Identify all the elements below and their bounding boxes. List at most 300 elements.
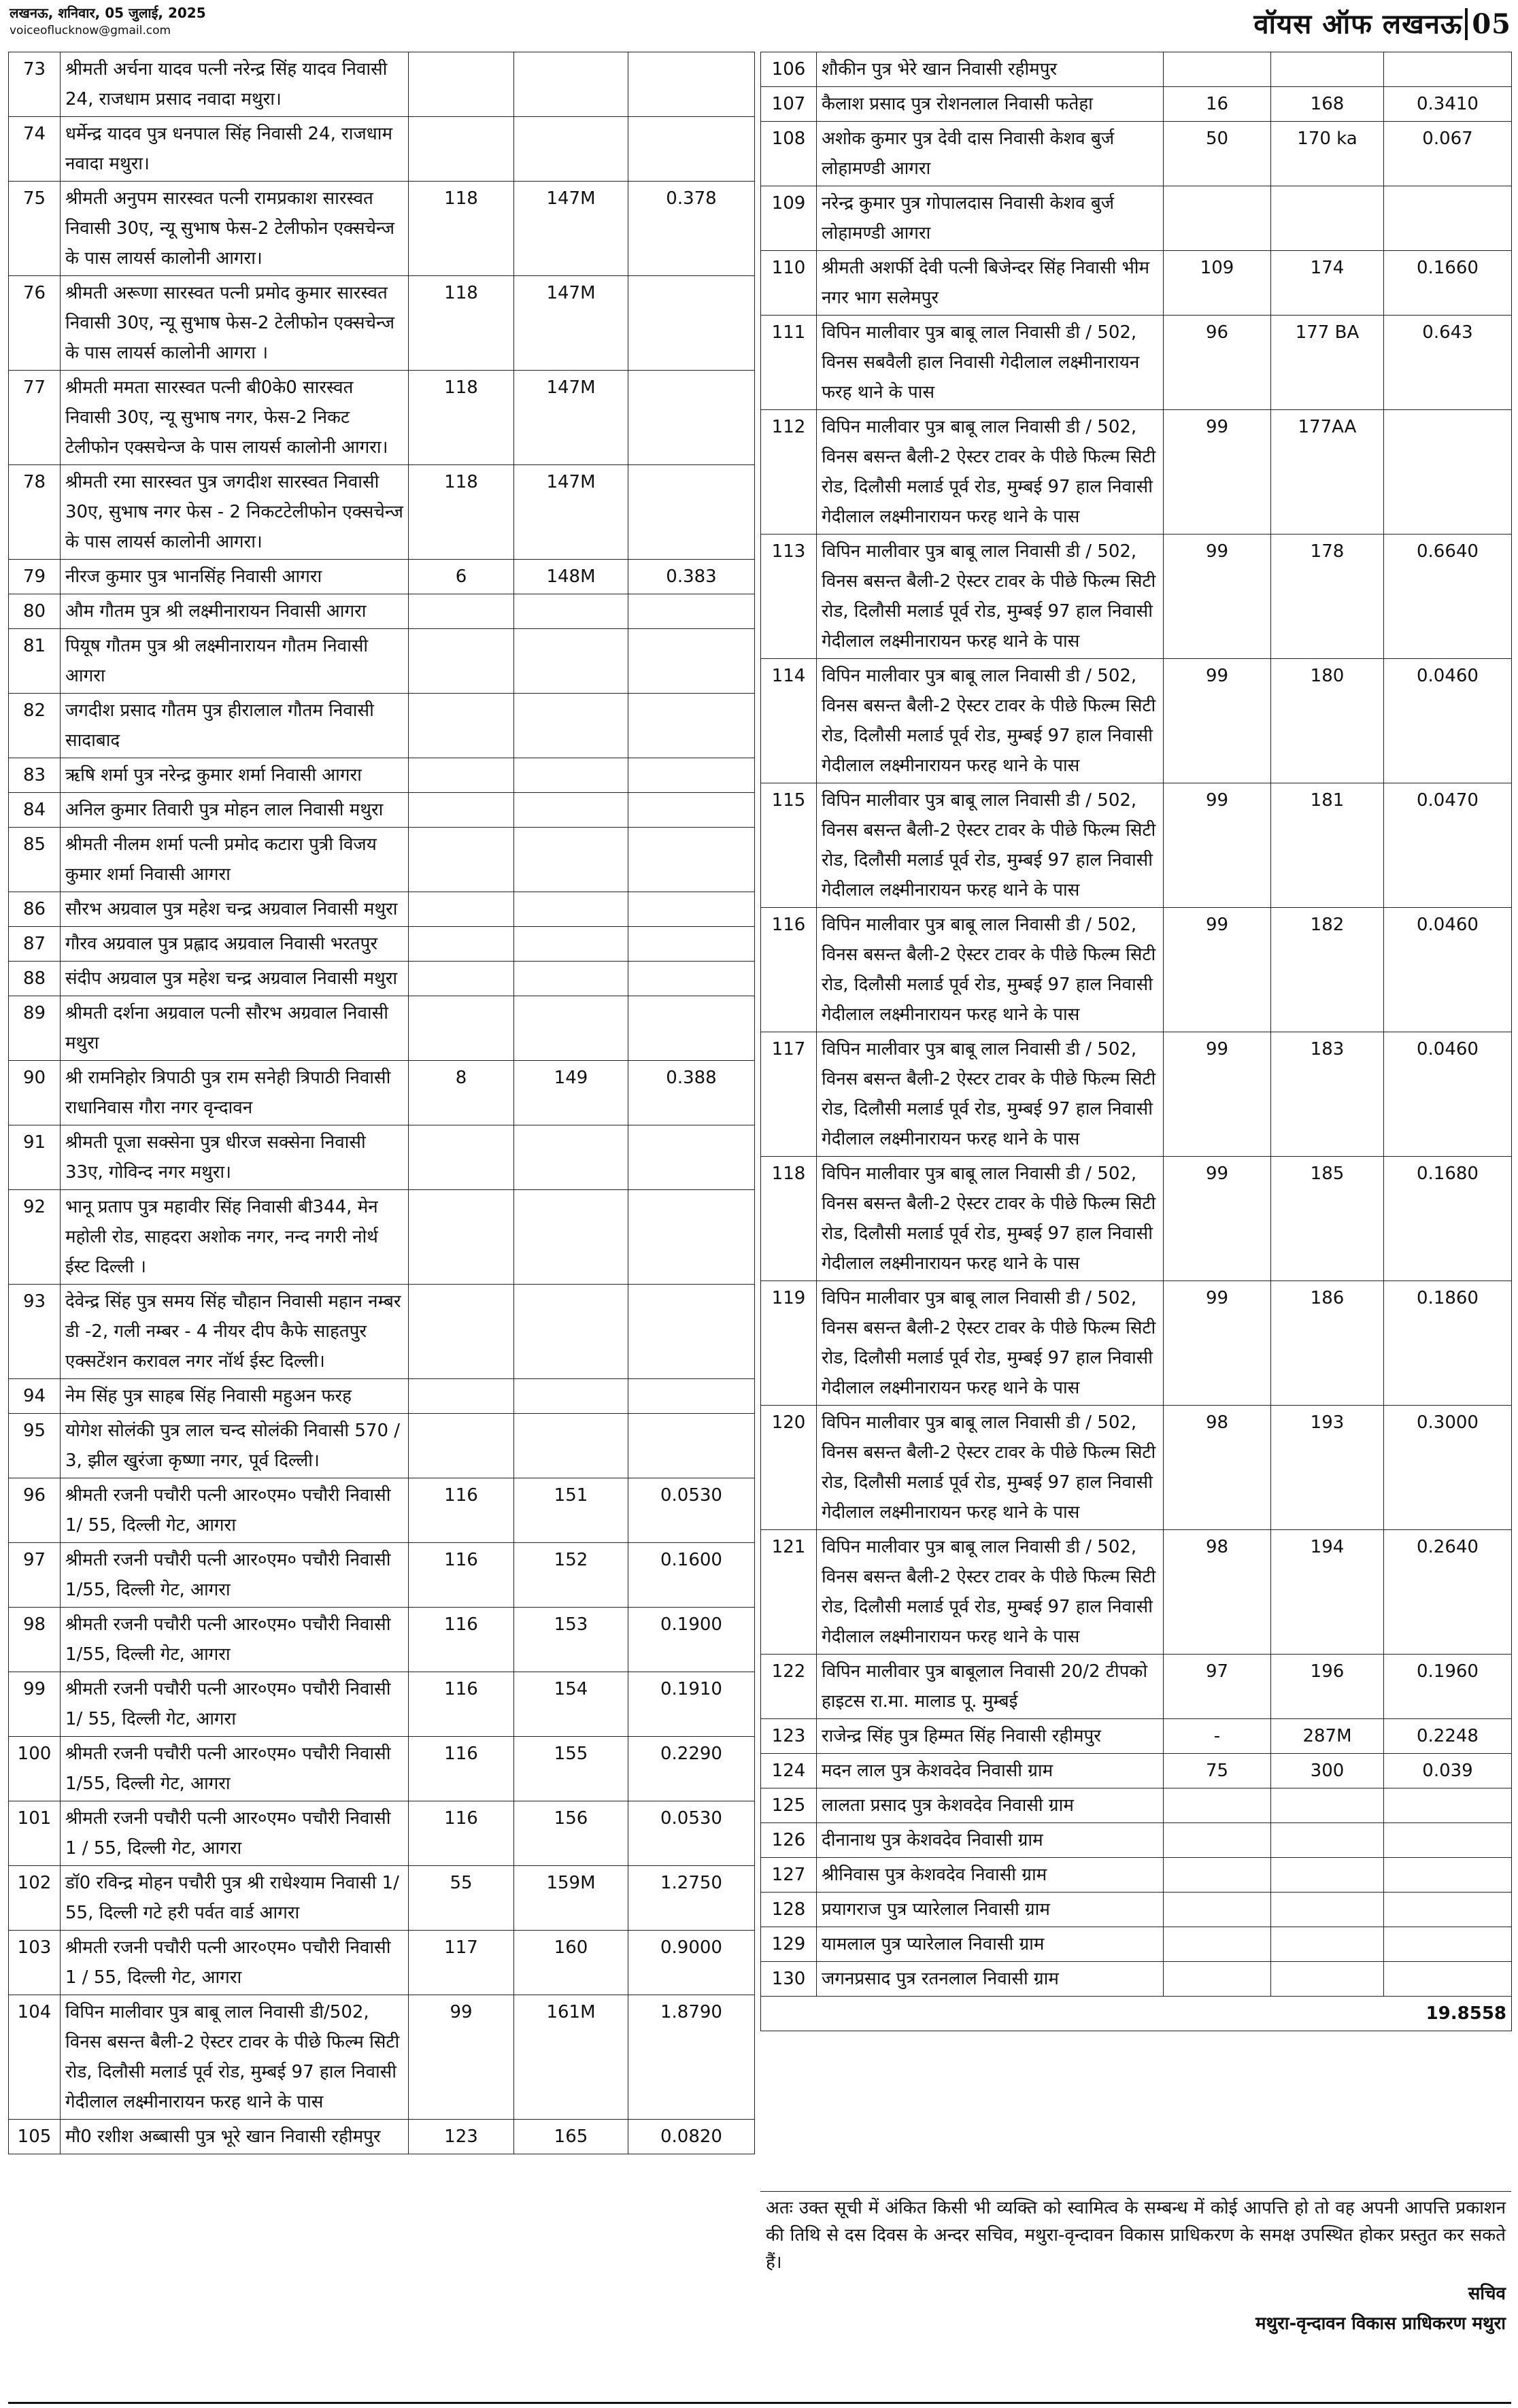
- table-row: [9, 758, 755, 793]
- khasra-cell: 97: [1164, 1655, 1271, 1719]
- table-row: [761, 1823, 1512, 1858]
- serial-cell: 115: [761, 783, 817, 908]
- serial-cell: 95: [9, 1414, 61, 1478]
- gata-number-cell: 177 BA: [1271, 316, 1384, 410]
- serial-cell: 110: [761, 251, 817, 316]
- owner-cell: कैलाश प्रसाद पुत्र रोशनलाल निवासी फतेहा: [817, 87, 1164, 122]
- serial-cell: 92: [9, 1190, 61, 1285]
- serial-cell: 94: [9, 1379, 61, 1414]
- serial-cell: 101: [9, 1801, 61, 1866]
- area-cell: 0.0460: [1384, 659, 1512, 783]
- owner-cell: यामलाल पुत्र प्यारेलाल निवासी ग्राम: [817, 1927, 1164, 1962]
- area-cell: 0.0460: [1384, 1032, 1512, 1157]
- owner-cell: गौरव अग्रवाल पुत्र प्रह्लाद अग्रवाल निवासी भरतपुर: [61, 927, 409, 962]
- owner-cell: विपिन मालीवार पुत्र बाबू लाल निवासी डी / 502, विनस बसन्त बैली-2 ऐस्टर टावर के पीछे फिल्म सिटी रोड, दिलौसी मलार्ड पूर्व रोड, मुम्बई 97 हाल निवासी गेदीलाल लक्ष्मीनारायन फरह थाने के पास: [817, 1157, 1164, 1281]
- table-row: [761, 186, 1512, 251]
- serial-cell: 103: [9, 1931, 61, 1995]
- signature-title: सचिव: [1468, 2284, 1506, 2304]
- serial-cell: 90: [9, 1061, 61, 1125]
- table-row: [9, 1672, 755, 1737]
- khasra-cell: 116: [409, 1478, 514, 1543]
- serial-cell: 93: [9, 1285, 61, 1379]
- gata-number-cell: 155: [514, 1737, 628, 1801]
- owner-cell: विपिन मालीवार पुत्र बाबू लाल निवासी डी / 502, विनस बसन्त बैली-2 ऐस्टर टावर के पीछे फिल्म सिटी रोड, दिलौसी मलार्ड पूर्व रोड, मुम्बई 97 हाल निवासी गेदीलाल लक्ष्मीनारायन फरह थाने के पास: [817, 1281, 1164, 1406]
- area-cell: [628, 117, 755, 182]
- area-cell: 0.0820: [628, 2120, 755, 2154]
- table-row: [761, 908, 1512, 1032]
- khasra-cell: 99: [1164, 783, 1271, 908]
- page-number: 05: [1465, 8, 1511, 40]
- area-cell: 0.6640: [1384, 535, 1512, 659]
- khasra-cell: 116: [409, 1801, 514, 1866]
- owner-cell: डॉ0 रविन्द्र मोहन पचौरी पुत्र श्री राधेश्याम निवासी 1/ 55, दिल्ली गटे हरी पर्वत वार्ड आगरा: [61, 1866, 409, 1931]
- area-cell: [628, 371, 755, 465]
- area-cell: 0.383: [628, 560, 755, 594]
- table-row: [761, 1530, 1512, 1655]
- table-row: [761, 1406, 1512, 1530]
- serial-cell: 126: [761, 1823, 817, 1858]
- owner-cell: श्रीमती रजनी पचौरी पत्नी आर०एम० पचौरी निवासी 1 / 55, दिल्ली गेट, आगरा: [61, 1931, 409, 1995]
- khasra-cell: 99: [1164, 535, 1271, 659]
- gata-number-cell: [514, 828, 628, 892]
- area-cell: [628, 276, 755, 371]
- owner-cell: अनिल कुमार तिवारी पुत्र मोहन लाल निवासी मथुरा: [61, 793, 409, 828]
- khasra-cell: 98: [1164, 1530, 1271, 1655]
- total-value: 19.8558: [761, 1997, 1512, 2031]
- table-row: [761, 1719, 1512, 1754]
- owner-cell: मदन लाल पुत्र केशवदेव निवासी ग्राम: [817, 1754, 1164, 1788]
- owner-cell: संदीप अग्रवाल पुत्र महेश चन्द्र अग्रवाल निवासी मथुरा: [61, 962, 409, 996]
- owner-cell: देवेन्द्र सिंह पुत्र समय सिंह चौहान निवासी महान नम्बर डी -2, गली नम्बर - 4 नीयर दीप कैफे साहतपुर एक्सटेंशन करावल नगर नॉर्थ ईस्ट दिल्ली।: [61, 1285, 409, 1379]
- serial-cell: 99: [9, 1672, 61, 1737]
- owner-cell: सौरभ अग्रवाल पुत्र महेश चन्द्र अग्रवाल निवासी मथुरा: [61, 892, 409, 927]
- owner-cell: विपिन मालीवार पुत्र बाबूलाल निवासी 20/2 टीपको हाइटस रा.मा. मालाड पू. मुम्बई: [817, 1655, 1164, 1719]
- serial-cell: 116: [761, 908, 817, 1032]
- serial-cell: 112: [761, 410, 817, 535]
- owner-cell: श्रीमती पूजा सक्सेना पुत्र धीरज सक्सेना निवासी 33ए, गोविन्द नगर मथुरा।: [61, 1125, 409, 1190]
- objection-notice: अतः उक्त सूची में अंकित किसी भी व्यक्ति को स्वामित्व के सम्बन्ध में कोई आपत्ति हो तो वह अपनी आपत्ति प्रकाशन की तिथि से दस दिवस के अन्दर सचिव, मथुरा-वृन्दावन विकास प्राधिकरण के समक्ष उपस्थित होकर प्रस्तुत कर सकते हैं।: [760, 2191, 1511, 2279]
- area-cell: [1384, 410, 1512, 535]
- area-cell: 0.0460: [1384, 908, 1512, 1032]
- owner-cell: श्रीमती दर्शना अग्रवाल पत्नी सौरभ अग्रवाल निवासी मथुरा: [61, 996, 409, 1061]
- area-cell: [628, 694, 755, 758]
- area-cell: 0.0470: [1384, 783, 1512, 908]
- serial-cell: 118: [761, 1157, 817, 1281]
- right-table: [760, 52, 1512, 2031]
- gata-number-cell: [514, 793, 628, 828]
- serial-cell: 80: [9, 594, 61, 629]
- area-cell: [628, 465, 755, 560]
- gata-number-cell: 147M: [514, 465, 628, 560]
- gata-number-cell: [514, 758, 628, 793]
- khasra-cell: 99: [1164, 659, 1271, 783]
- table-row: [9, 1866, 755, 1931]
- serial-cell: 89: [9, 996, 61, 1061]
- owner-cell: श्रीमती रमा सारस्वत पुत्र जगदीश सारस्वत निवासी 30ए, सुभाष नगर फेस - 2 निकटटेलीफोन एक्सचेन्ज के पास लायर्स कालोनी आगरा।: [61, 465, 409, 560]
- gata-number-cell: [1271, 52, 1384, 87]
- table-row: [9, 1737, 755, 1801]
- serial-cell: 85: [9, 828, 61, 892]
- table-row: [761, 251, 1512, 316]
- owner-cell: श्री रामनिहोर त्रिपाठी पुत्र राम सनेही त्रिपाठी निवासी राधानिवास गौरा नगर वृन्दावन: [61, 1061, 409, 1125]
- serial-cell: 111: [761, 316, 817, 410]
- owner-cell: जगनप्रसाद पुत्र रतनलाल निवासी ग्राम: [817, 1962, 1164, 1997]
- area-cell: 0.2290: [628, 1737, 755, 1801]
- area-cell: [1384, 1927, 1512, 1962]
- table-row: [761, 1655, 1512, 1719]
- gata-number-cell: [514, 1379, 628, 1414]
- gata-number-cell: 174: [1271, 251, 1384, 316]
- khasra-cell: 98: [1164, 1406, 1271, 1530]
- serial-cell: 109: [761, 186, 817, 251]
- table-row: [761, 659, 1512, 783]
- gata-number-cell: 196: [1271, 1655, 1384, 1719]
- gata-number-cell: 170 ka: [1271, 122, 1384, 186]
- area-cell: 0.1660: [1384, 251, 1512, 316]
- khasra-cell: [409, 962, 514, 996]
- gata-number-cell: 152: [514, 1543, 628, 1608]
- area-cell: [628, 1414, 755, 1478]
- gata-number-cell: [1271, 186, 1384, 251]
- owner-cell: भानू प्रताप पुत्र महावीर सिंह निवासी बी344, मेन महोली रोड, साहदरा अशोक नगर, नन्द नगरी नोर्थ ईस्ट दिल्ली ।: [61, 1190, 409, 1285]
- khasra-cell: 118: [409, 371, 514, 465]
- area-cell: [1384, 1823, 1512, 1858]
- area-cell: [628, 892, 755, 927]
- serial-cell: 121: [761, 1530, 817, 1655]
- area-cell: 0.067: [1384, 122, 1512, 186]
- table-row: [761, 783, 1512, 908]
- khasra-cell: 55: [409, 1866, 514, 1931]
- area-cell: [628, 629, 755, 694]
- left-table: [8, 52, 755, 2154]
- table-row: [9, 276, 755, 371]
- owner-cell: विपिन मालीवार पुत्र बाबू लाल निवासी डी / 502, विनस बसन्त बैली-2 ऐस्टर टावर के पीछे फिल्म सिटी रोड, दिलौसी मलार्ड पूर्व रोड, मुम्बई 97 हाल निवासी गेदीलाल लक्ष्मीनारायन फरह थाने के पास: [817, 535, 1164, 659]
- gata-number-cell: 147M: [514, 182, 628, 276]
- khasra-cell: [409, 1190, 514, 1285]
- khasra-cell: [409, 594, 514, 629]
- owner-cell: विपिन मालीवार पुत्र बाबू लाल निवासी डी / 502, विनस बसन्त बैली-2 ऐस्टर टावर के पीछे फिल्म सिटी रोड, दिलौसी मलार्ड पूर्व रोड, मुम्बई 97 हाल निवासी गेदीलाल लक्ष्मीनारायन फरह थाने के पास: [817, 783, 1164, 908]
- khasra-cell: 99: [1164, 410, 1271, 535]
- gata-number-cell: 185: [1271, 1157, 1384, 1281]
- khasra-cell: [409, 117, 514, 182]
- gata-number-cell: [514, 927, 628, 962]
- owner-cell: धर्मेन्द्र यादव पुत्र धनपाल सिंह निवासी 24, राजधाम नवादा मथुरा।: [61, 117, 409, 182]
- owner-cell: अशोक कुमार पुत्र देवी दास निवासी केशव बुर्ज लोहामण्डी आगरा: [817, 122, 1164, 186]
- table-row: [761, 1962, 1512, 1997]
- khasra-cell: [409, 1414, 514, 1478]
- gata-number-cell: 156: [514, 1801, 628, 1866]
- gata-number-cell: [514, 1125, 628, 1190]
- gata-number-cell: 287M: [1271, 1719, 1384, 1754]
- table-row: [9, 1931, 755, 1995]
- khasra-cell: 96: [1164, 316, 1271, 410]
- khasra-cell: [1164, 1927, 1271, 1962]
- area-cell: 1.2750: [628, 1866, 755, 1931]
- gata-number-cell: [514, 694, 628, 758]
- table-row: [9, 560, 755, 594]
- khasra-cell: 16: [1164, 87, 1271, 122]
- gata-number-cell: 148M: [514, 560, 628, 594]
- serial-cell: 98: [9, 1608, 61, 1672]
- khasra-cell: 116: [409, 1543, 514, 1608]
- area-cell: [628, 828, 755, 892]
- serial-cell: 74: [9, 117, 61, 182]
- gata-number-cell: 182: [1271, 908, 1384, 1032]
- gata-number-cell: 149: [514, 1061, 628, 1125]
- khasra-cell: [409, 1125, 514, 1190]
- khasra-cell: [409, 828, 514, 892]
- serial-cell: 75: [9, 182, 61, 276]
- table-row: [9, 465, 755, 560]
- table-row: [9, 996, 755, 1061]
- gata-number-cell: [514, 52, 628, 117]
- table-row: [761, 87, 1512, 122]
- serial-cell: 91: [9, 1125, 61, 1190]
- gata-number-cell: 177AA: [1271, 410, 1384, 535]
- table-row: [9, 694, 755, 758]
- owner-cell: श्रीमती रजनी पचौरी पत्नी आर०एम० पचौरी निवासी 1/ 55, दिल्ली गेट, आगरा: [61, 1478, 409, 1543]
- khasra-cell: 123: [409, 2120, 514, 2154]
- table-row: [761, 1788, 1512, 1823]
- gata-number-cell: 147M: [514, 276, 628, 371]
- owner-cell: पियूष गौतम पुत्र श्री लक्ष्मीनारायन गौतम निवासी आगरा: [61, 629, 409, 694]
- khasra-cell: 99: [1164, 1281, 1271, 1406]
- area-cell: [628, 1285, 755, 1379]
- owner-cell: श्रीमती रजनी पचौरी पत्नी आर०एम० पचौरी निवासी 1/55, दिल्ली गेट, आगरा: [61, 1543, 409, 1608]
- serial-cell: 117: [761, 1032, 817, 1157]
- khasra-cell: [1164, 1788, 1271, 1823]
- khasra-cell: [1164, 1858, 1271, 1893]
- area-cell: [1384, 186, 1512, 251]
- gata-number-cell: [1271, 1858, 1384, 1893]
- serial-cell: 108: [761, 122, 817, 186]
- serial-cell: 96: [9, 1478, 61, 1543]
- gata-number-cell: 300: [1271, 1754, 1384, 1788]
- area-cell: [628, 996, 755, 1061]
- owner-cell: योगेश सोलंकी पुत्र लाल चन्द सोलंकी निवासी 570 / 3, झील खुरंजा कृष्णा नगर, पूर्व दिल्ली।: [61, 1414, 409, 1478]
- right-column: [760, 52, 1511, 2031]
- khasra-cell: [409, 793, 514, 828]
- khasra-cell: [409, 1285, 514, 1379]
- table-row: [9, 1608, 755, 1672]
- serial-cell: 119: [761, 1281, 817, 1406]
- owner-cell: विपिन मालीवार पुत्र बाबू लाल निवासी डी / 502, विनस सबवैली हाल निवासी गेदीलाल लक्ष्मीनारायन फरह थाने के पास: [817, 316, 1164, 410]
- table-row: [761, 1927, 1512, 1962]
- area-cell: 0.1960: [1384, 1655, 1512, 1719]
- serial-cell: 130: [761, 1962, 817, 1997]
- gata-number-cell: 194: [1271, 1530, 1384, 1655]
- owner-cell: मौ0 रशीश अब्बासी पुत्र भूरे खान निवासी रहीमपुर: [61, 2120, 409, 2154]
- table-row: [9, 1061, 755, 1125]
- owner-cell: श्रीमती अरूणा सारस्वत पत्नी प्रमोद कुमार सारस्वत निवासी 30ए, न्यू सुभाष फेस-2 टेलीफोन एक्सचेन्ज के पास लायर्स कालोनी आगरा ।: [61, 276, 409, 371]
- gata-number-cell: [514, 629, 628, 694]
- table-row: [9, 1125, 755, 1190]
- serial-cell: 129: [761, 1927, 817, 1962]
- gata-number-cell: [1271, 1788, 1384, 1823]
- table-row: [761, 1893, 1512, 1927]
- serial-cell: 123: [761, 1719, 817, 1754]
- serial-cell: 79: [9, 560, 61, 594]
- khasra-cell: 117: [409, 1931, 514, 1995]
- gata-number-cell: [514, 1414, 628, 1478]
- table-row: [9, 892, 755, 927]
- khasra-cell: [409, 927, 514, 962]
- gata-number-cell: 180: [1271, 659, 1384, 783]
- gata-number-cell: 193: [1271, 1406, 1384, 1530]
- serial-cell: 122: [761, 1655, 817, 1719]
- table-row: [9, 52, 755, 117]
- area-cell: 0.2640: [1384, 1530, 1512, 1655]
- gata-number-cell: [514, 594, 628, 629]
- owner-cell: श्रीमती नीलम शर्मा पत्नी प्रमोद कटारा पुत्री विजय कुमार शर्मा निवासी आगरा: [61, 828, 409, 892]
- area-cell: 0.3000: [1384, 1406, 1512, 1530]
- gata-number-cell: [514, 1285, 628, 1379]
- gata-number-cell: [1271, 1823, 1384, 1858]
- area-cell: 0.378: [628, 182, 755, 276]
- serial-cell: 81: [9, 629, 61, 694]
- owner-cell: श्रीमती रजनी पचौरी पत्नी आर०एम० पचौरी निवासी 1/55, दिल्ली गेट, आगरा: [61, 1608, 409, 1672]
- khasra-cell: 99: [409, 1995, 514, 2120]
- owner-cell: ऋषि शर्मा पुत्र नरेन्द्र कुमार शर्मा निवासी आगरा: [61, 758, 409, 793]
- owner-cell: नीरज कुमार पुत्र भानसिंह निवासी आगरा: [61, 560, 409, 594]
- area-cell: 0.1900: [628, 1608, 755, 1672]
- area-cell: 0.388: [628, 1061, 755, 1125]
- serial-cell: 87: [9, 927, 61, 962]
- owner-cell: लालता प्रसाद पुत्र केशवदेव निवासी ग्राम: [817, 1788, 1164, 1823]
- serial-cell: 76: [9, 276, 61, 371]
- area-cell: [1384, 52, 1512, 87]
- gata-number-cell: [514, 1190, 628, 1285]
- khasra-cell: 50: [1164, 122, 1271, 186]
- owner-cell: दीनानाथ पुत्र केशवदेव निवासी ग्राम: [817, 1823, 1164, 1858]
- area-cell: 0.643: [1384, 316, 1512, 410]
- table-row: [9, 182, 755, 276]
- table-row: [761, 1858, 1512, 1893]
- serial-cell: 124: [761, 1754, 817, 1788]
- table-row: [9, 1478, 755, 1543]
- khasra-cell: [1164, 52, 1271, 87]
- serial-cell: 104: [9, 1995, 61, 2120]
- serial-cell: 97: [9, 1543, 61, 1608]
- table-row: [9, 629, 755, 694]
- area-cell: 0.0530: [628, 1478, 755, 1543]
- gata-number-cell: [1271, 1927, 1384, 1962]
- contact-email: voiceoflucknow@gmail.com: [10, 24, 171, 37]
- bottom-rule: [8, 2402, 1511, 2404]
- owner-cell: श्रीमती रजनी पचौरी पत्नी आर०एम० पचौरी निवासी 1/55, दिल्ली गेट, आगरा: [61, 1737, 409, 1801]
- owner-cell: शौकीन पुत्र भेरे खान निवासी रहीमपुर: [817, 52, 1164, 87]
- gata-number-cell: 168: [1271, 87, 1384, 122]
- gata-number-cell: [514, 996, 628, 1061]
- khasra-cell: [409, 1379, 514, 1414]
- owner-cell: श्रीमती अनुपम सारस्वत पत्नी रामप्रकाश सारस्वत निवासी 30ए, न्यू सुभाष फेस-2 टेलीफोन एक्सचेन्ज के पास लायर्स कालोनी आगरा।: [61, 182, 409, 276]
- serial-cell: 88: [9, 962, 61, 996]
- masthead: [1253, 4, 1511, 41]
- area-cell: [1384, 1788, 1512, 1823]
- area-cell: 0.1680: [1384, 1157, 1512, 1281]
- table-row: [9, 2120, 755, 2154]
- owner-cell: राजेन्द्र सिंह पुत्र हिम्मत सिंह निवासी रहीमपुर: [817, 1719, 1164, 1754]
- gata-number-cell: [1271, 1893, 1384, 1927]
- owner-cell: विपिन मालीवार पुत्र बाबू लाल निवासी डी / 502, विनस बसन्त बैली-2 ऐस्टर टावर के पीछे फिल्म सिटी रोड, दिलौसी मलार्ड पूर्व रोड, मुम्बई 97 हाल निवासी गेदीलाल लक्ष्मीनारायन फरह थाने के पास: [817, 410, 1164, 535]
- serial-cell: 78: [9, 465, 61, 560]
- serial-cell: 120: [761, 1406, 817, 1530]
- table-row: [9, 962, 755, 996]
- gata-number-cell: 147M: [514, 371, 628, 465]
- khasra-cell: [409, 758, 514, 793]
- area-cell: [628, 594, 755, 629]
- serial-cell: 106: [761, 52, 817, 87]
- serial-cell: 105: [9, 2120, 61, 2154]
- serial-cell: 77: [9, 371, 61, 465]
- gata-number-cell: 186: [1271, 1281, 1384, 1406]
- owner-cell: विपिन मालीवार पुत्र बाबू लाल निवासी डी / 502, विनस बसन्त बैली-2 ऐस्टर टावर के पीछे फिल्म सिटी रोड, दिलौसी मलार्ड पूर्व रोड, मुम्बई 97 हाल निवासी गेदीलाल लक्ष्मीनारायन फरह थाने के पास: [817, 908, 1164, 1032]
- masthead-title: वॉयस ऑफ लखनऊ: [1253, 8, 1463, 40]
- area-cell: 0.1600: [628, 1543, 755, 1608]
- table-row: [9, 371, 755, 465]
- area-cell: 0.3410: [1384, 87, 1512, 122]
- table-row: [9, 1414, 755, 1478]
- khasra-cell: [1164, 1823, 1271, 1858]
- area-cell: [628, 927, 755, 962]
- serial-cell: 127: [761, 1858, 817, 1893]
- gata-number-cell: 151: [514, 1478, 628, 1543]
- gata-number-cell: 159M: [514, 1866, 628, 1931]
- total-row: [761, 1997, 1512, 2031]
- gata-number-cell: 153: [514, 1608, 628, 1672]
- khasra-cell: 116: [409, 1672, 514, 1737]
- khasra-cell: [1164, 186, 1271, 251]
- khasra-cell: -: [1164, 1719, 1271, 1754]
- owner-cell: नरेन्द्र कुमार पुत्र गोपालदास निवासी केशव बुर्ज लोहामण्डी आगरा: [817, 186, 1164, 251]
- area-cell: 1.8790: [628, 1995, 755, 2120]
- khasra-cell: [1164, 1962, 1271, 1997]
- khasra-cell: [1164, 1893, 1271, 1927]
- gata-number-cell: 178: [1271, 535, 1384, 659]
- area-cell: [1384, 1893, 1512, 1927]
- serial-cell: 73: [9, 52, 61, 117]
- khasra-cell: [409, 52, 514, 117]
- khasra-cell: 75: [1164, 1754, 1271, 1788]
- gata-number-cell: 181: [1271, 783, 1384, 908]
- area-cell: [628, 1190, 755, 1285]
- owner-cell: औम गौतम पुत्र श्री लक्ष्मीनारायन निवासी आगरा: [61, 594, 409, 629]
- table-row: [9, 793, 755, 828]
- gata-number-cell: [1271, 1962, 1384, 1997]
- gata-number-cell: [514, 892, 628, 927]
- table-row: [9, 1995, 755, 2120]
- notice-block: [760, 2191, 1511, 2339]
- owner-cell: विपिन मालीवार पुत्र बाबू लाल निवासी डी/502, विनस बसन्त बैली-2 ऐस्टर टावर के पीछे फिल्म सिटी रोड, दिलौसी मलार्ड पूर्व रोड, मुम्बई 97 हाल निवासी गेदीलाल लक्ष्मीनारायन फरह थाने के पास: [61, 1995, 409, 2120]
- serial-cell: 102: [9, 1866, 61, 1931]
- gata-number-cell: 160: [514, 1931, 628, 1995]
- table-row: [9, 117, 755, 182]
- gata-number-cell: 154: [514, 1672, 628, 1737]
- area-cell: 0.1860: [1384, 1281, 1512, 1406]
- table-row: [761, 316, 1512, 410]
- serial-cell: 128: [761, 1893, 817, 1927]
- area-cell: 0.1910: [628, 1672, 755, 1737]
- table-row: [761, 52, 1512, 87]
- serial-cell: 114: [761, 659, 817, 783]
- khasra-cell: 99: [1164, 908, 1271, 1032]
- serial-cell: 86: [9, 892, 61, 927]
- serial-cell: 83: [9, 758, 61, 793]
- serial-cell: 100: [9, 1737, 61, 1801]
- gata-number-cell: [514, 962, 628, 996]
- table-row: [9, 1543, 755, 1608]
- area-cell: [628, 52, 755, 117]
